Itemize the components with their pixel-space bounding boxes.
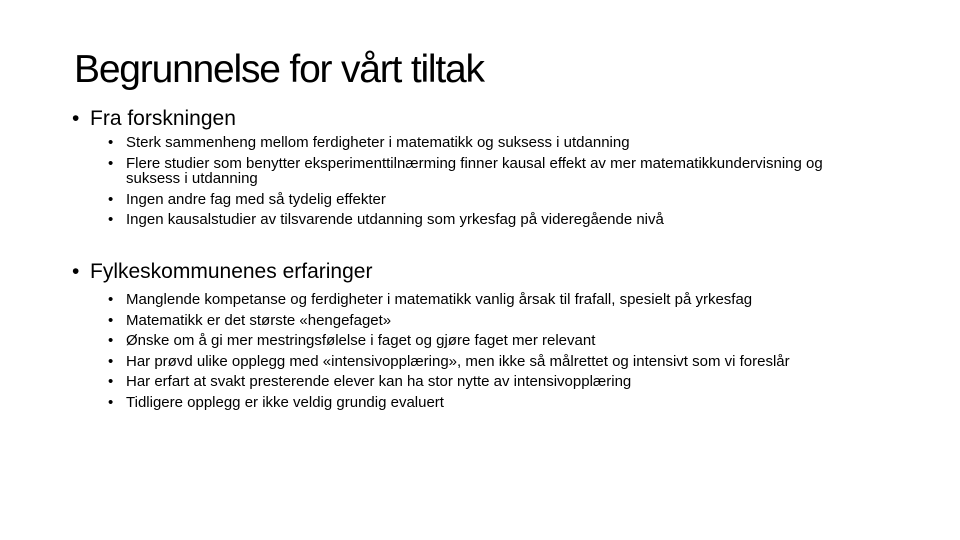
list-item	[72, 333, 912, 349]
list-item	[72, 192, 912, 208]
bullet-icon: •	[108, 352, 114, 370]
list-item	[72, 354, 912, 370]
list-item	[72, 135, 912, 151]
list-item-text: Sterk sammenheng mellom ferdigheter i matematikk og suksess i utdanning	[126, 134, 630, 151]
list-item-text: Ønske om å gi mer mestringsfølelse i faget og gjøre faget mer relevant	[126, 332, 596, 349]
section-heading	[72, 106, 912, 132]
bullet-icon: •	[108, 393, 114, 411]
section-county-experience	[72, 259, 912, 415]
list-item	[72, 292, 912, 308]
bullet-icon: •	[108, 134, 114, 151]
list-item-text: Flere studier som benytter eksperimenttilnærming finner kausal effekt av mer matematikkundervisning og suksess i utdanning	[126, 154, 823, 187]
section-heading	[72, 259, 912, 285]
list-item	[72, 156, 912, 187]
list-item-text: Ingen kausalstudier av tilsvarende utdanning som yrkesfag på videregående nivå	[126, 211, 664, 228]
bullet-icon: •	[108, 311, 114, 329]
bullet-icon: •	[108, 190, 114, 208]
list-item-text: Manglende kompetanse og ferdigheter i matematikk vanlig årsak til frafall, spesielt på yrkesfag	[126, 291, 753, 308]
bullet-icon: •	[108, 332, 114, 349]
list-item-text: Har prøvd ulike opplegg med «intensivopplæring», men ikke så målrettet og intensivt som vi foreslår	[126, 352, 790, 370]
bullet-icon: •	[108, 291, 114, 308]
list-item-text: Ingen andre fag med så tydelig effekter	[126, 190, 386, 208]
list-item-text: Tidligere opplegg er ikke veldig grundig evaluert	[126, 393, 444, 411]
bullet-icon: •	[72, 260, 80, 283]
list-item-text: Har erfart at svakt presterende elever kan ha stor nytte av intensivopplæring	[126, 373, 632, 390]
list-item	[72, 395, 912, 411]
slide-title: Begrunnelse for vårt tiltak	[74, 48, 484, 91]
section-heading-text: Fylkeskommunenes erfaringer	[90, 260, 373, 283]
bullet-icon: •	[108, 211, 114, 228]
bullet-icon: •	[108, 154, 114, 172]
bullet-icon: •	[108, 373, 114, 390]
bullet-list	[72, 135, 912, 228]
bullet-list	[72, 292, 912, 410]
list-item	[72, 374, 912, 390]
bullet-icon: •	[72, 107, 80, 130]
section-research	[72, 106, 912, 233]
list-item	[72, 212, 912, 228]
list-item	[72, 313, 912, 329]
list-item-text: Matematikk er det største «hengefaget»	[126, 311, 392, 329]
section-heading-text: Fra forskningen	[90, 107, 236, 130]
